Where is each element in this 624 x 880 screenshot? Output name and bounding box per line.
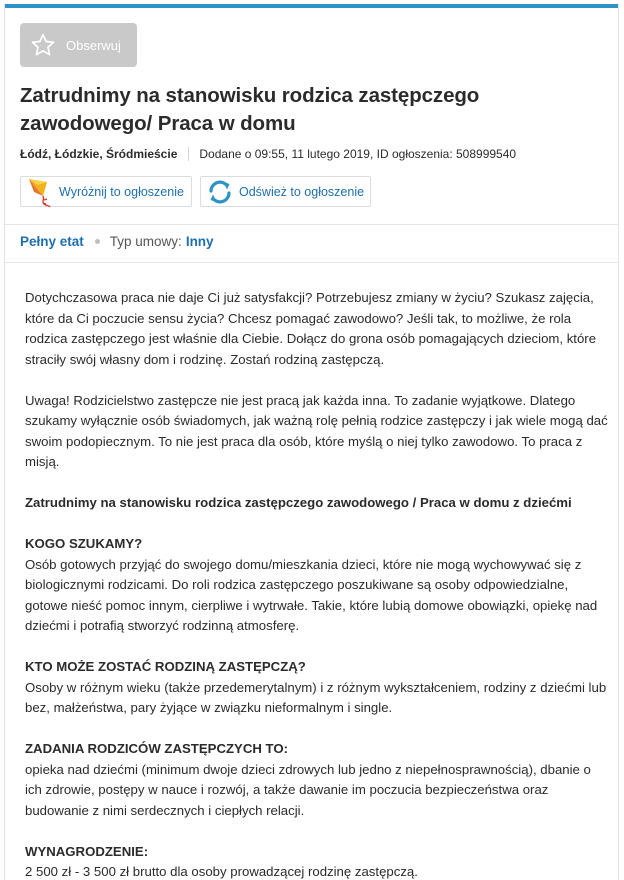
section-heading: KTO MOŻE ZOSTAĆ RODZINĄ ZASTĘPCZĄ? [25, 659, 306, 674]
offer-meta [20, 147, 516, 161]
section-body: Osób gotowych przyjąć do swojego domu/mieszkania dzieci, które nie mogą wychowywać się z biologicznymi rodzicami. Do roli rodzica zastępczego poszukiwane są osoby odpowiedzialne, gotowe nieść pomoc innym, cierpliwe i wytrwałe. Takie, które lubią domowe obowiązki, opiekę nad dziećmi i potrafią stworzyć rodzinną atmosferę. [25, 556, 598, 633]
description-paragraph: Uwaga! Rodzicielstwo zastępcze nie jest pracą jak każda inna. To zadanie wyjątkowe. Dlatego szukamy wyłącznie osób świadomych, jak ważną rolę pełnią rodzice zastępczy i jak wiele mogą dać swoim podopiecznym. To nie jest praca dla osób, które myślą o niej tylko zawodowo. To praca z misją. [25, 392, 608, 469]
offer-panel [4, 4, 619, 880]
offer-description [25, 288, 609, 880]
accent-bar [5, 4, 618, 8]
employment-type-link[interactable]: Pełny etat [20, 234, 84, 249]
contract-type-label: Typ umowy: [109, 234, 182, 249]
location-link[interactable]: Łódź, Łódzkie, Śródmieście [20, 147, 178, 161]
param-separator [95, 239, 100, 244]
offer-actions [20, 176, 371, 207]
section-heading: KOGO SZUKAMY? [25, 536, 143, 551]
description-heading: Zatrudnimy na stanowisku rodzica zastępczego zawodowego / Praca w domu z dziećmi [25, 495, 572, 510]
meta-separator [188, 147, 189, 161]
description-paragraph: Dotychczasowa praca nie daje Ci już satysfakcji? Potrzebujesz zmiany w życiu? Szukasz zajęcia, które da Ci poczucie sensu życia? Chcesz pomagać zawodowo? Jeśli tak, to możliwe, że rola rodzica zastępczego jest właśnie dla Ciebie. Dołącz do grona osób pomagających dzieciom, które straciły swój własny dom i rodzinę. Zostań rodziną zastępczą. [25, 290, 597, 367]
refresh-icon [206, 178, 234, 206]
section-heading: ZADANIA RODZICÓW ZASTĘPCZYCH TO: [25, 741, 289, 756]
offer-params [20, 234, 214, 249]
section-body: opieka nad dziećmi (minimum dwoje dzieci zdrowych lub jedno z niepełnosprawnością), dbanie o ich zdrowie, postępy w nauce i rozwój, a także dawanie im poczucia bezpieczeństwa oraz budowanie z nimi serdecznych i ciepłych relacji. [25, 761, 591, 818]
page-title: Zatrudnimy na stanowisku rodzica zastępczego zawodowego/ Praca w domu [20, 84, 480, 135]
section-heading: WYNAGRODZENIE: [25, 843, 149, 859]
divider [5, 224, 618, 225]
star-icon [30, 32, 56, 58]
refresh-offer-button[interactable] [200, 176, 371, 207]
contract-type-link[interactable]: Inny [185, 234, 214, 249]
added-info: Dodane o 09:55, 11 lutego 2019, ID ogłoszenia: 508999540 [199, 147, 517, 161]
highlight-offer-label: Wyróżnij to ogłoszenie [59, 184, 184, 199]
kite-icon [25, 176, 55, 208]
section-body: 2 500 zł - 3 500 zł brutto dla osoby prowadzącej rodzinę zastępczą. [25, 864, 418, 879]
refresh-offer-label: Odśwież to ogłoszenie [239, 184, 365, 199]
follow-button[interactable] [20, 23, 137, 67]
highlight-offer-button[interactable] [20, 176, 192, 207]
section-body: Osoby w różnym wieku (także przedemerytalnym) i z różnym wykształceniem, rodziny z dziećmi lub bez, małżeństwa, pary żyjące w związku nieformalnym i single. [25, 679, 607, 715]
follow-label: Obserwuj [66, 37, 121, 53]
divider [5, 262, 618, 263]
